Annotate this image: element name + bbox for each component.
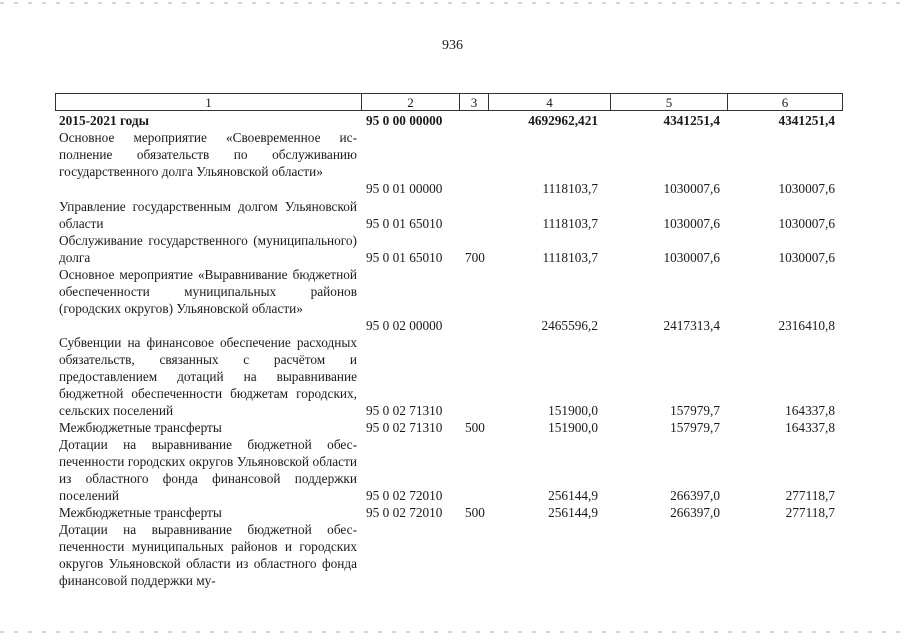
row-name: Основное мероприятие «Выравнивание бюджетной обеспеченности муниципальных районов (городских округов) Ульяновской области»	[59, 267, 357, 316]
row-name: Обслуживание государственного (муниципального) долга	[59, 233, 357, 265]
row-vr: 500	[465, 420, 485, 435]
header-col-4: 4	[489, 94, 611, 110]
row-value-5: 1030007,6	[663, 216, 720, 231]
header-col-3: 3	[460, 94, 489, 110]
row-value-4: 4692962,421	[528, 113, 598, 128]
scan-artifact-bottom	[0, 631, 905, 633]
row-vr: 700	[465, 250, 485, 265]
row-value-4: 151900,0	[548, 403, 598, 418]
row-value-5: 157979,7	[670, 403, 720, 418]
row-code: 95 0 02 71310	[366, 420, 443, 435]
row-code: 95 0 02 00000	[366, 318, 443, 333]
row-value-4: 2465596,2	[541, 318, 598, 333]
scan-artifact-top	[0, 2, 905, 4]
row-code: 95 0 02 72010	[366, 488, 443, 503]
row-value-5: 2417313,4	[663, 318, 720, 333]
header-col-2: 2	[362, 94, 460, 110]
page-number: 936	[442, 38, 463, 53]
row-value-4: 256144,9	[548, 488, 598, 503]
row-value-4: 1118103,7	[542, 250, 598, 265]
header-col-1: 1	[56, 94, 362, 110]
row-code: 95 0 01 00000	[366, 181, 443, 196]
row-value-5: 1030007,6	[663, 181, 720, 196]
row-value-5: 4341251,4	[663, 113, 720, 128]
row-value-6: 277118,7	[785, 505, 835, 520]
table-header	[55, 93, 843, 111]
row-value-6: 277118,7	[785, 488, 835, 503]
row-value-5: 157979,7	[670, 420, 720, 435]
row-value-4: 1118103,7	[542, 216, 598, 231]
row-value-4: 1118103,7	[542, 181, 598, 196]
row-value-5: 266397,0	[670, 505, 720, 520]
row-name: Дотации на выравнивание бюджетной обеспеченности муниципальных районов и городских округов Ульяновской области из областного фонда финансовой поддержки му-	[59, 522, 357, 588]
row-value-4: 256144,9	[548, 505, 598, 520]
row-value-6: 164337,8	[785, 403, 835, 418]
row-vr: 500	[465, 505, 485, 520]
row-name: Субвенции на финансовое обеспечение расходных обязательств, связанных с расчётом и предоставлением дотаций на выравнивание бюджетной обеспеченности бюджетам городских, сельских поселений	[59, 335, 357, 418]
row-value-6: 2316410,8	[778, 318, 835, 333]
row-name: Управление государственным долгом Ульяновской области	[59, 199, 357, 231]
row-code: 95 0 00 00000	[366, 113, 443, 128]
header-col-5: 5	[611, 94, 728, 110]
row-name: Основное мероприятие «Своевременное исполнение обязательств по обслуживанию государственного долга Ульяновской области»	[59, 130, 357, 179]
row-value-6: 164337,8	[785, 420, 835, 435]
row-value-6: 1030007,6	[778, 216, 835, 231]
row-code: 95 0 01 65010	[366, 216, 443, 231]
row-name: 2015-2021 годы	[59, 113, 150, 128]
row-code: 95 0 02 72010	[366, 505, 443, 520]
row-value-5: 266397,0	[670, 488, 720, 503]
row-name: Межбюджетные трансферты	[59, 420, 222, 435]
row-value-6: 1030007,6	[778, 250, 835, 265]
row-name: Межбюджетные трансферты	[59, 505, 222, 520]
row-code: 95 0 02 71310	[366, 403, 443, 418]
row-value-6: 1030007,6	[778, 181, 835, 196]
row-value-6: 4341251,4	[778, 113, 835, 128]
row-value-5: 1030007,6	[663, 250, 720, 265]
row-code: 95 0 01 65010	[366, 250, 443, 265]
row-name: Дотации на выравнивание бюджетной обеспеченности городских округов Ульяновской области из областного фонда финансовой поддержки поселений	[59, 437, 357, 503]
row-value-4: 151900,0	[548, 420, 598, 435]
header-col-6: 6	[781, 95, 789, 110]
